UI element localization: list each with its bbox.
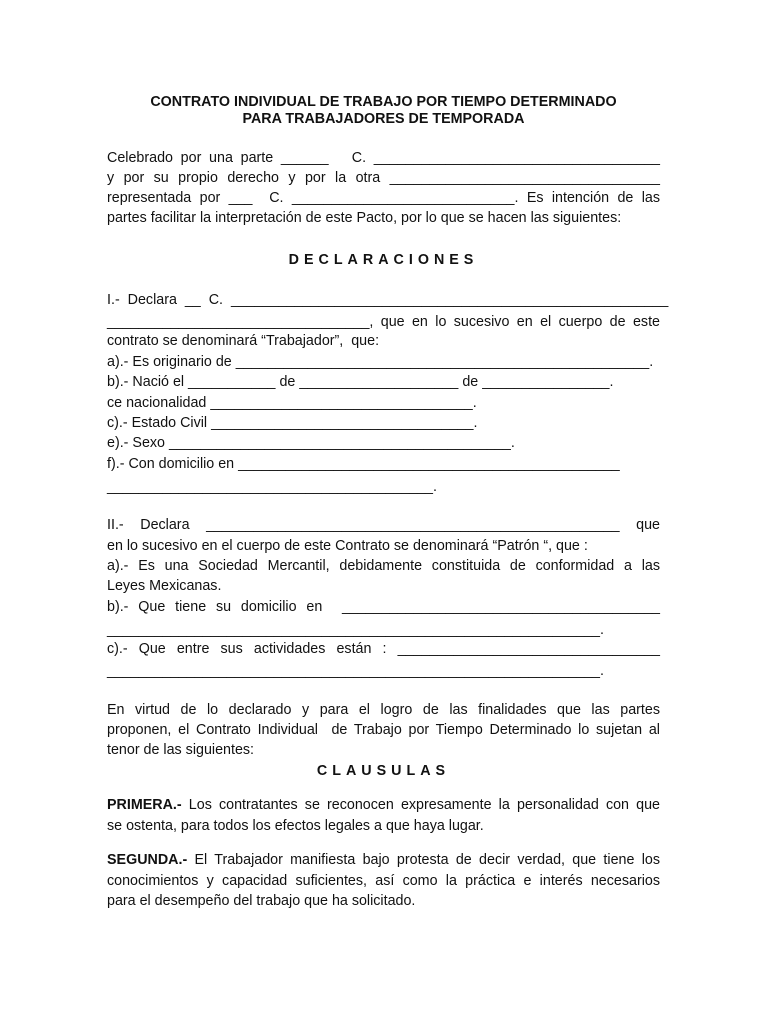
intro-line: partes facilitar la interpretación de este Pacto, por lo que se hacen las siguientes: <box>107 210 622 226</box>
declaration-1-line: b).- Nació el ___________ de ____________________ de ________________. <box>107 374 614 390</box>
virtud-line: tenor de las siguientes: <box>107 742 255 758</box>
declaration-1-line: f).- Con domicilio en ________________________________________________ <box>107 456 620 472</box>
clause-segunda-line: para el desempeño del trabajo que ha solicitado. <box>107 893 416 909</box>
intro-line: Celebrado por una parte ______ C. ____________________________________ <box>107 150 660 166</box>
declaration-2-line: a).- Es una Sociedad Mercantil, debidamente constituida de conformidad a las <box>107 558 660 574</box>
declaration-1-line: _________________________________, que en lo sucesivo en el cuerpo de este <box>107 314 660 330</box>
declaration-1-line: ce nacionalidad _________________________________. <box>107 395 477 411</box>
clause-primera-text: Los contratantes se reconocen expresamente la personalidad con que <box>181 797 660 813</box>
declaration-1-line: c).- Estado Civil _________________________________. <box>107 415 478 431</box>
declaration-2-line: II.- Declara ____________________________________________________ que <box>107 517 660 533</box>
virtud-line: En virtud de lo declarado y para el logro de las finalidades que las partes <box>107 702 660 718</box>
clause-segunda-label: SEGUNDA.- <box>107 852 188 868</box>
declaraciones-heading: DECLARACIONES <box>288 252 479 268</box>
declaration-1-line: _________________________________________. <box>107 479 437 495</box>
declaration-2-line: Leyes Mexicanas. <box>107 578 222 594</box>
document-title-line-2: PARA TRABAJADORES DE TEMPORADA <box>242 111 525 127</box>
intro-line: y por su propio derecho y por la otra __________________________________ <box>107 170 660 186</box>
intro-line: representada por ___ C. ____________________________. Es intención de las <box>107 190 660 206</box>
clause-segunda-text: El Trabajador manifiesta bajo protesta de decir verdad, que tiene los <box>187 852 660 868</box>
virtud-line: proponen, el Contrato Individual de Trabajo por Tiempo Determinado lo sujetan al <box>107 722 660 738</box>
clause-primera-line <box>107 795 660 815</box>
declaration-1-line: a).- Es originario de ____________________________________________________. <box>107 354 654 370</box>
declaration-2-line: en lo sucesivo en el cuerpo de este Contrato se denominará “Patrón “, que : <box>107 538 588 554</box>
declaration-1-line: I.- Declara __ C. _______________________________________________________ <box>107 292 669 308</box>
clause-segunda-line <box>107 850 660 870</box>
clause-primera-line: se ostenta, para todos los efectos legales a que haya lugar. <box>107 818 484 834</box>
declaration-2-line: b).- Que tiene su domicilio en ________________________________________ <box>107 599 660 615</box>
declaration-2-line: c).- Que entre sus actividades están : _________________________________ <box>107 641 660 657</box>
declaration-2-line: ______________________________________________________________. <box>107 622 604 638</box>
clause-primera-label: PRIMERA.- <box>107 797 182 813</box>
clause-segunda-line: conocimientos y capacidad suficientes, así como la práctica e interés necesarios <box>107 873 660 889</box>
declaration-1-line: contrato se denominará “Trabajador”, que: <box>107 333 380 349</box>
document-title-line-1: CONTRATO INDIVIDUAL DE TRABAJO POR TIEMPO DETERMINADO <box>150 94 617 110</box>
declaration-2-line: ______________________________________________________________. <box>107 663 604 679</box>
clausulas-heading: CLAUSULAS <box>316 763 451 779</box>
declaration-1-line: e).- Sexo ___________________________________________. <box>107 435 515 451</box>
